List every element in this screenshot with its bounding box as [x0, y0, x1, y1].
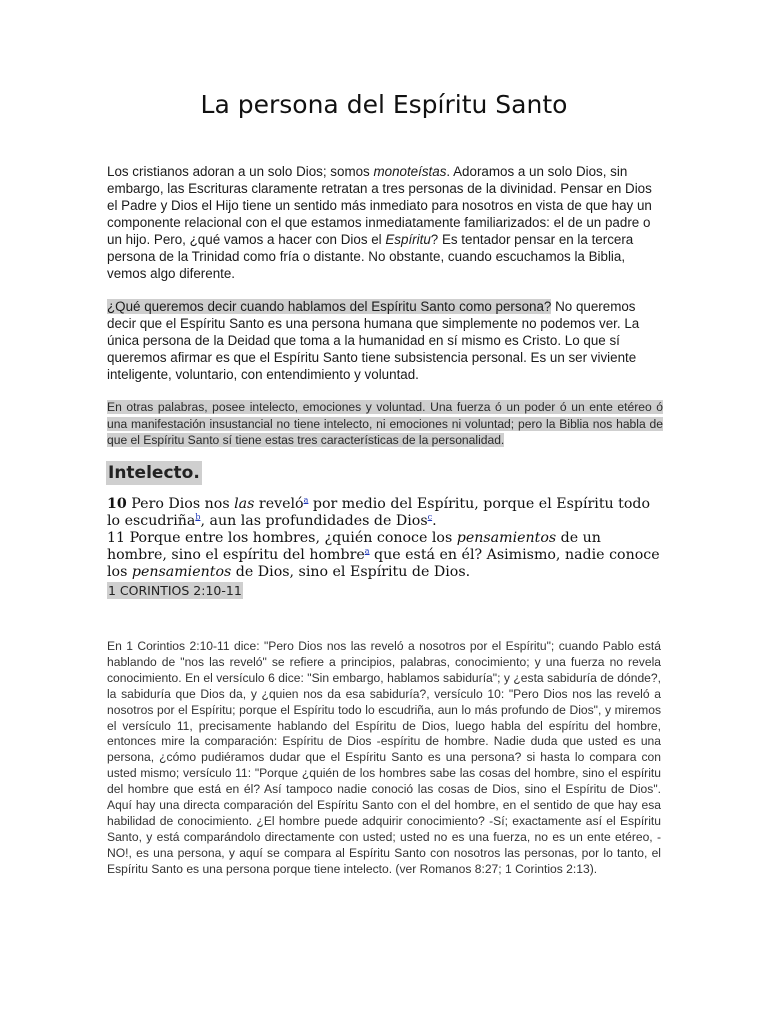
verse-emphasis-pensamientos-2: pensamientos: [131, 564, 232, 580]
footnote-link-a-2[interactable]: a: [364, 546, 370, 556]
highlighted-question: ¿Qué queremos decir cuando hablamos del Espíritu Santo como persona?: [107, 299, 552, 314]
intro-text-1: Los cristianos adoran a un solo Dios; somos: [107, 164, 374, 179]
verse-number-10: 10: [107, 496, 127, 512]
page-title: La persona del Espíritu Santo: [200, 90, 568, 119]
commentary-paragraph: En 1 Corintios 2:10-11 dice: "Pero Dios nos las reveló a nosotros por el Espíritu"; cuando Pablo está hablando de "nos las reveló" se refiere a principios, palabras, conocimiento; y una fuerza no revela conocimiento. En el versículo 6 dice: "Sin embargo, hablamos sabiduría"; y ¿esta sabiduría de dónde?, la sabiduría que Dios da, y ¿quien nos da esa sabiduría?, versículo 10: "Pero Dios nos las reveló a nosotros por el Espíritu; porque el Espíritu todo lo escudriña, aun lo más profundo de Dios", y miremos el versículo 11, precisamente hablando del Espíritu de Dios, luego habla del espíritu del hombre, entonces mire la comparación: Espíritu de Dios -espíritu de hombre. Nadie duda que usted es una persona, ¿cómo pudiéramos dudar que el Espíritu Santo es una persona? si hasta lo compara con usted mismo; versículo 11: "Porque ¿quién de los hombres sabe las cosas del hombre, sino el espíritu del hombre que está en él? Así tampoco nadie conoció las cosas de Dios, sino el Espíritu de Dios". Aquí hay una directa comparación del Espíritu Santo con el del hombre, en el sentido de que hay esa habilidad de conocimiento. ¿El hombre puede adquirir conocimiento? -Sí; exactamente así el Espíritu Santo, y está comparándolo directamente con usted; usted no es una fuerza, no es un ente etéreo, -NO!, es una persona, y aquí se compara al Espíritu Santo con nosotros las personas, por lo tanto, el Espíritu Santo es una persona porque tiene intelecto. (ver Romanos 8:27; 1 Corintios 2:13).: [107, 639, 661, 876]
verse-emphasis-pensamientos-1: pensamientos: [456, 530, 557, 546]
verse-text-b: reveló: [254, 496, 304, 512]
verse-text-d: , aun las profundidades de Dios: [200, 513, 428, 529]
question-paragraph: [107, 298, 663, 383]
verse-emphasis-las: las: [234, 496, 255, 512]
verse-reference: 1 CORINTIOS 2:10-11: [108, 583, 242, 598]
verse-text-c: por medio del Espíritu, porque el Espíritu todo lo escudriña: [107, 496, 651, 529]
footnote-link-b[interactable]: b: [195, 512, 201, 522]
section-heading-intelecto: Intelecto.: [108, 463, 200, 483]
intro-paragraph: [107, 163, 663, 282]
footnote-link-c[interactable]: c: [427, 512, 433, 522]
verse-text-i: de Dios, sino el Espíritu de Dios.: [231, 564, 471, 580]
verse-text-g: de un hombre, sino el espíritu del hombre: [107, 530, 601, 563]
verse-text-h: que está en él? Asimismo, nadie conoce los: [107, 547, 660, 580]
footnote-link-a[interactable]: a: [303, 495, 309, 505]
intro-emphasis-espiritu: Espíritu: [385, 232, 431, 247]
highlighted-summary: En otras palabras, posee intelecto, emociones y voluntad. Una fuerza ó un poder ó un ente etéreo ó una manifestación insustancial no tiene intelecto, ni emociones ni voluntad; pero la Biblia nos habla de que el Espíritu Santo sí tiene estas tres características de la personalidad.: [107, 400, 663, 447]
summary-paragraph: [107, 399, 663, 449]
verse-text-e: .: [432, 513, 437, 529]
question-answer-text: No queremos decir que el Espíritu Santo es una persona humana que simplemente no podemos ver. La única persona de la Deidad que toma a la humanidad en sí mismo es Cristo. Lo que sí queremos afirmar es que el Espíritu Santo tiene subsistencia personal. Es un ser viviente inteligente, voluntario, con entendimiento y voluntad.: [107, 299, 640, 382]
intro-emphasis-monoteistas: monoteístas: [373, 164, 447, 179]
verse-text-f: 11 Porque entre los hombres, ¿quién conoce los: [107, 530, 457, 546]
bible-verse-quote: [107, 496, 663, 581]
intro-text-3: ? Es tentador pensar en la tercera persona de la Trinidad como fría o distante. No obstante, cuando escuchamos la Biblia, vemos algo diferente.: [107, 232, 634, 281]
verse-text-a: Pero Dios nos: [126, 496, 235, 512]
intro-text-2: . Adoramos a un solo Dios, sin embargo, las Escrituras claramente retratan a tres personas de la divinidad. Pensar en Dios el Padre y Dios el Hijo tiene un sentido más inmediato para nosotros en vista de que hay un componente relacional con el que estamos inmediatamente familiarizados: el de un padre o un hijo. Pero, ¿qué vamos a hacer con Dios el: [107, 164, 652, 247]
